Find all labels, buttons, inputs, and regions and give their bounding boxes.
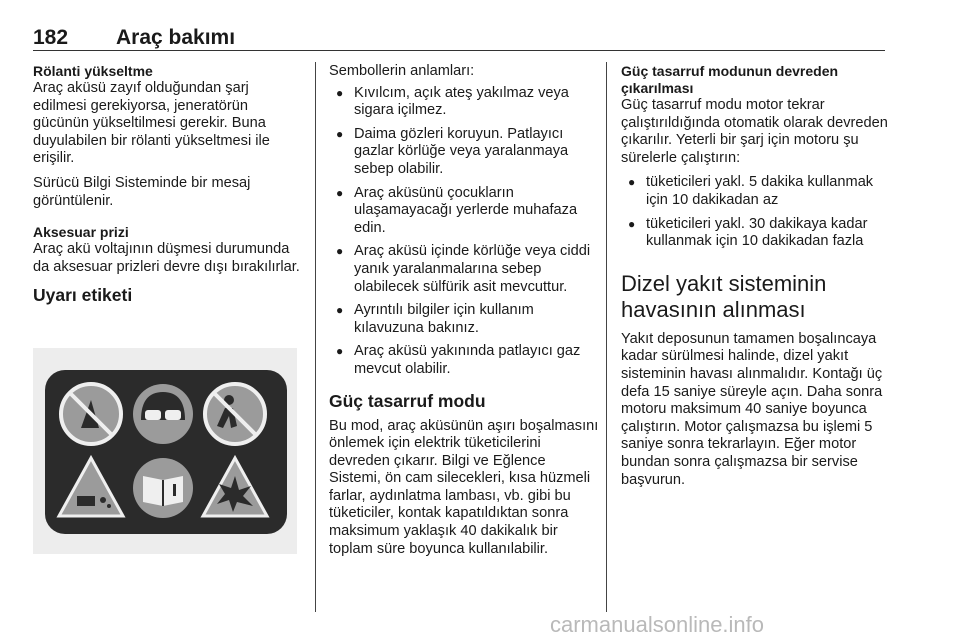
paragraph-idle-boost: Araç aküsü zayıf olduğundan şarj edilmesi gerekiyorsa, jeneratörün gücünün yükseltilmesi gerekir. Buna duyulabilen bir rölanti yükseltmesi ile erişilir. xyxy=(33,80,270,167)
header-rule xyxy=(33,50,885,51)
column-right xyxy=(621,63,891,496)
heading-warning-label: Uyarı etiketi xyxy=(33,285,133,306)
page-title: Araç bakımı xyxy=(116,26,236,49)
paragraph-power-save-exit: Güç tasarruf modu motor tekrar çalıştırıldığında otomatik olarak devreden çıkarılır. Yeterli bir şarj için motoru şu sürelerle çalıştırın: xyxy=(621,97,888,166)
keep-away-children-icon xyxy=(205,384,265,444)
heading-diesel-bleed: Dizel yakıt sisteminin havasının alınması xyxy=(621,270,827,322)
page-number: 182 xyxy=(33,26,69,49)
list-item: ● Daima gözleri koruyun. Patlayıcı gazlar körlüğe veya yaralanmaya sebep olabilir. xyxy=(329,126,599,179)
list-item: ● Kıvılcım, açık ateş yakılmaz veya sigara içilmez. xyxy=(329,85,599,120)
list-item: ● Araç aküsü içinde körlüğe veya ciddi yanık yaralanmalarına sebep olabilecek sülfürik asit mevcuttur. xyxy=(329,243,599,296)
paragraph-driver-info: Sürücü Bilgi Sisteminde bir mesaj görüntülenir. xyxy=(33,174,251,209)
heading-power-save-exit: Güç tasarruf modunun devreden çıkarılması xyxy=(621,63,839,96)
warning-label-figure xyxy=(33,348,297,554)
list-item: ● Ayrıntılı bilgiler için kullanım kılavuzuna bakınız. xyxy=(329,302,599,337)
symbols-list xyxy=(329,85,599,379)
column-middle xyxy=(329,63,599,565)
list-item: ● Araç aküsünü çocukların ulaşamayacağı yerlerde muhafaza edin. xyxy=(329,185,599,238)
column-left xyxy=(33,63,303,320)
column-divider-2 xyxy=(606,62,607,612)
list-item: ● tüketicileri yakl. 5 dakika kullanmak için 10 dakikadan az xyxy=(621,174,891,209)
list-item: ● Araç aküsü yakınında patlayıcı gaz mevcut olabilir. xyxy=(329,343,599,378)
heading-idle-boost: Rölanti yükseltme xyxy=(33,63,153,79)
list-item: ● tüketicileri yakl. 30 dakikaya kadar kullanmak için 10 dakikadan fazla xyxy=(621,216,891,251)
page-header xyxy=(33,26,885,52)
heading-power-save: Güç tasarruf modu xyxy=(329,390,486,411)
paragraph-accessory-socket: Araç akü voltajının düşmesi durumunda da aksesuar prizleri devre dışı bırakılırlar. xyxy=(33,241,300,275)
run-time-list xyxy=(621,174,891,250)
heading-accessory-socket: Aksesuar prizi xyxy=(33,224,129,241)
column-divider-1 xyxy=(315,62,316,612)
read-manual-icon xyxy=(133,458,193,518)
eye-protection-icon xyxy=(133,384,193,444)
paragraph-diesel-bleed: Yakıt deposunun tamamen boşalıncaya kadar sürülmesi halinde, dizel yakıt sisteminin havası alınmalıdır. Kontağı üç defa 15 saniye süreyle açın. Daha sonra motoru maksimum 40 saniye boyunca çalıştırın. Motor çalışmazsa bu işlemi 5 saniye sonra tekrarlayın. Eğer motor bundan sonra çalışmazsa bir servise başvurun. xyxy=(621,330,883,488)
warning-label-graphic xyxy=(33,348,297,554)
symbols-intro: Sembollerin anlamları: xyxy=(329,63,475,79)
no-fire-icon xyxy=(61,384,121,444)
paragraph-power-save: Bu mod, araç aküsünün aşırı boşalmasını önlemek için elektrik tüketicilerini devreden çıkarır. Bilgi ve Eğlence Sistemi, ön cam silecekleri, kısa hüzmeli farlar, aydınlatma lambası, vb. gibi bu tüketiciler, kontak kapatıldıktan sonra maksimum yaklaşık 40 dakikalık bir toplam süre boyunca kullanılabilir. xyxy=(329,417,599,557)
watermark: carmanualsonline.info xyxy=(550,612,765,637)
